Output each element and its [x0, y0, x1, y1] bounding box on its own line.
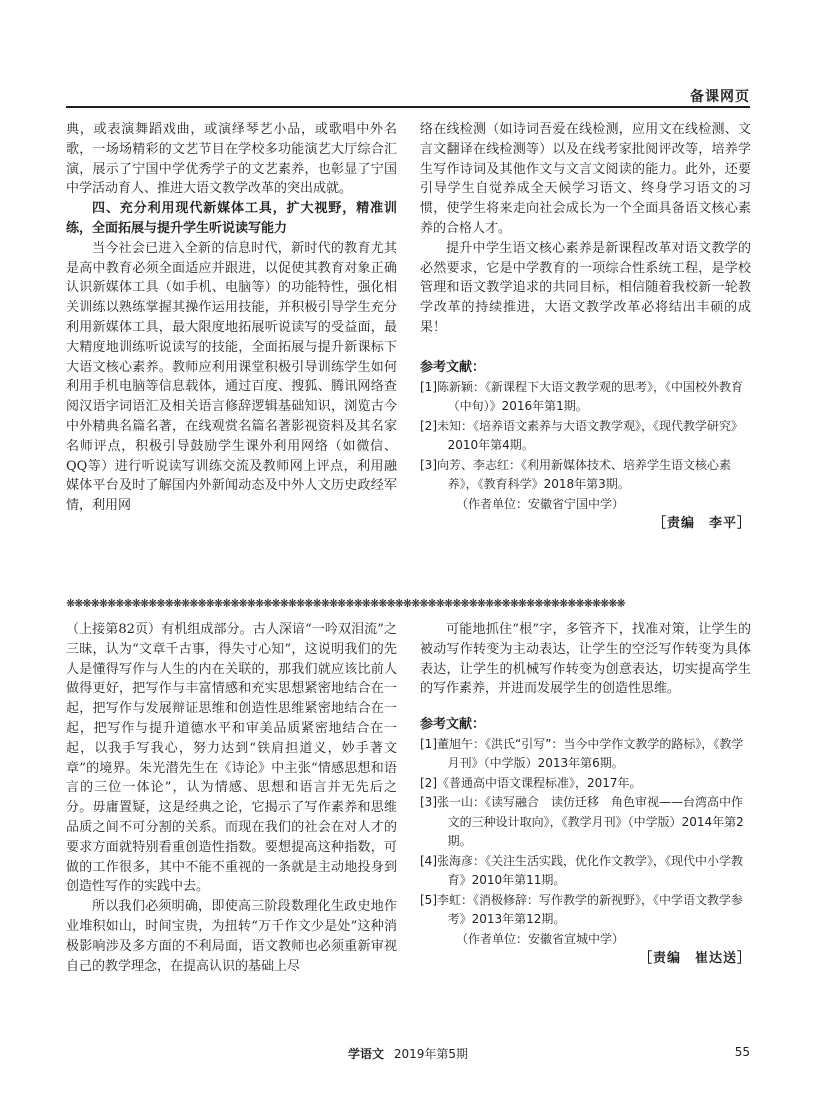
bottom-left-column [66, 620, 397, 1030]
header-rule [66, 106, 750, 108]
paragraph: 提升中学生语文核心素养是新课程改革对语文教学的必然要求，它是中学教育的一项综合性系统工程，是学校管理和语文教学追求的共同目标，相信随着我校新一轮教学改革的持续推进，大语文教学改革必将结出丰硕的成果！ [420, 240, 751, 335]
page-footer [0, 1045, 816, 1062]
references-title: 参考文献： [420, 359, 486, 375]
reference-item: [4]张海彦：《关注生活实践，优化作文教学》，《现代中小学教育》2010年第11期。 [420, 853, 744, 888]
author-affiliation: （作者单位：安徽省宣城中学） [456, 931, 625, 946]
reference-item: [3]张一山：《读写融合 读仿迁移 角色审视——台湾高中作文的三种设计取向》，《教学月刊》（中学版）2014年第2期。 [420, 795, 744, 849]
journal-name: 学语文 [347, 1047, 384, 1061]
top-left-column [66, 120, 397, 580]
paragraph: 可能地抓住“根”字，多管齐下，找准对策，让学生的被动写作转变为主动表达，让学生的空泛写作转变为具体表达，让学生的机械写作转变为创意表达，切实提高学生的写作素养，并进而发展学生的创造性思维。 [420, 622, 751, 697]
editor-credit: ［责编 李平］ [652, 516, 751, 532]
reference-item: [1]董旭午：《洪氏“引写”：当今中学作文教学的路标》，《教学月刊》（中学版）2013年第6期。 [420, 736, 744, 771]
top-right-column [420, 120, 751, 580]
star-divider: ❋❋❋❋❋❋❋❋❋❋❋❋❋❋❋❋❋❋❋❋❋❋❋❋❋❋❋❋❋❋❋❋❋❋❋❋❋❋❋❋❋❋❋❋❋❋❋❋❋❋❋❋❋❋❋❋❋❋❋❋❋❋❋❋❋❋❋❋ [66, 597, 625, 610]
section-heading: 四、充分利用现代新媒体工具，扩大视野，精准训练，全面拓展与提升学生听说读写能力 [66, 201, 397, 236]
editor-credit: ［责编 崔达送］ [638, 951, 751, 967]
paragraph: 当今社会已进入全新的信息时代，新时代的教育尤其是高中教育必须全面适应并跟进，以促使其教育对象正确认识新媒体工具（如手机、电脑等）的功能特性，强化相关训练以熟练掌握其操作运用技能，并积极引导学生充分利用新媒体工具，最大限度地拓展听说读写的受益面，最大精度地训练听说读写的技能，全面拓展与提升新课标下大语文核心素养。教师应利用课堂积极引导训练学生如何利用手机电脑等信息载体，通过百度、搜狐、腾讯网络查阅汉语字词语汇及相关语言修辞逻辑基础知识，浏览古今中外精典名篇名著，在线观赏名篇名著影视资料及其名家名师评点，积极引导鼓励学生课外利用网络（如微信、QQ等）进行听说读写训练交流及教师网上评点，利用融媒体平台及时了解国内外新闻动态及中外人文历史政经军情，利用网 [66, 240, 397, 514]
reference-item: [2]未知：《培养语文素养与大语文教学观》，《现代教学研究》2010年第4期。 [420, 418, 744, 453]
reference-item: [3]向芳、李志红：《利用新媒体技术、培养学生语文核心素养》，《教育科学》2018年第3期。 [420, 457, 732, 492]
paragraph: 络在线检测（如诗词吾爱在线检测，应用文在线检测、文言文翻译在线检测等）以及在线考家批阅评改等，培养学生写作诗词及其他作文与文言文阅读的能力。此外，还要引导学生自觉养成全天候学习语文、终身学习语文的习惯，使学生将来走向社会成长为一个全面具备语文核心素养的合格人才。 [420, 122, 751, 236]
references-title: 参考文献： [420, 717, 486, 733]
paragraph: （上接第82页）有机组成部分。古人深谙“一吟双泪流”之三昧，认为“文章千古事，得失寸心知”，这说明我们的先人是懂得写作与人生的内在关联的，那我们就应该比前人做得更好，把写作与丰富情感和充实思想紧密地结合在一起，把写作与发展辩证思维和创造性思维紧密地结合在一起，把写作与提升道德水平和审美品质紧密地结合在一起，以我手写我心，努力达到“铁肩担道义，妙手著文章”的境界。朱光潜先生在《诗论》中主张“情感思想和语言的三位一体论”，认为情感、思想和语言并无先后之分。毋庸置疑，这是经典之论，它揭示了写作素养和思维品质之间不可分割的关系。而现在我们的社会在对人才的要求方面就特别看重创造性指数。要想提高这种指数，可做的工作很多，其中不能不重视的一条就是主动地投身到创造性写作的实践中去。 [66, 622, 397, 895]
bottom-right-column [420, 620, 751, 1030]
paragraph: 所以我们必须明确，即使高三阶段数理化生政史地作业堆积如山，时间宝贵，为扭转“万千作文少是处”这种消极影响涉及多方面的不利局面，语文教师也必须重新审视自己的教学理念，在提高认识的基础上尽 [66, 899, 397, 974]
author-affiliation: （作者单位：安徽省宁国中学） [456, 496, 625, 511]
issue-label: 2019年第5期 [393, 1047, 469, 1061]
reference-item: [2]《普通高中语文课程标准》，2017年。 [420, 775, 642, 790]
page-number: 55 [734, 1045, 750, 1059]
reference-item: [1]陈新颖：《新课程下大语文教学观的思考》，《中国校外教育（中旬）》2016年第1期。 [420, 379, 744, 414]
reference-item: [5]李虹：《消极修辞：写作教学的新视野》，《中学语文教学参考》2013年第12期。 [420, 892, 744, 927]
paragraph: 典，或表演舞蹈戏曲，或演绎琴艺小品，或歌唱中外名歌，一场场精彩的文艺节目在学校多功能演艺大厅综合汇演，展示了宁国中学优秀学子的文艺素养，也彰显了宁国中学活动育人、推进大语文教学改革的突出成就。 [66, 122, 397, 197]
section-title: 备课网页 [690, 89, 750, 105]
